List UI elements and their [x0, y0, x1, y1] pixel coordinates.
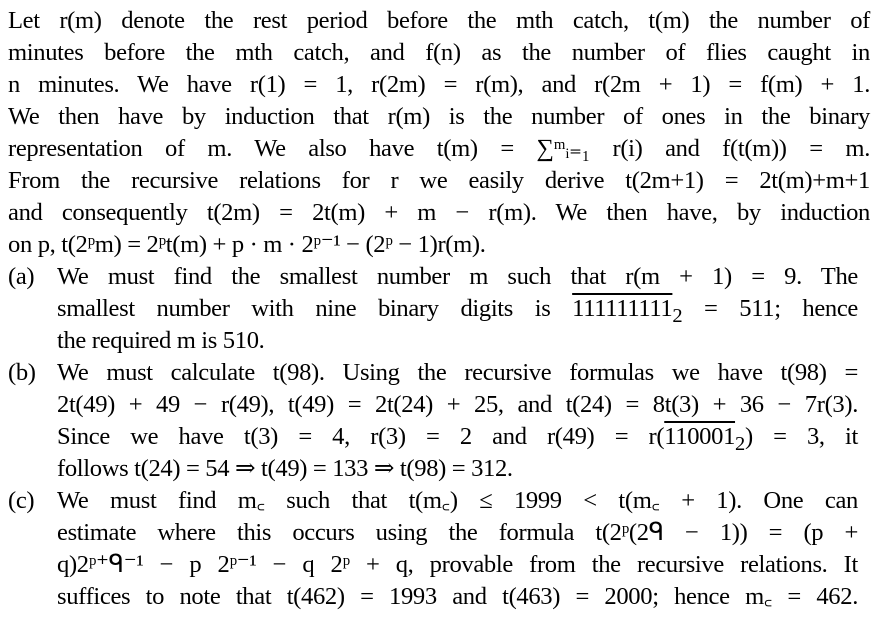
intro-line: representation of m. We also have t(m) = ∑ᵐᵢ₌₁ r(i) and f(t(m)) = m. — [8, 135, 870, 162]
binary-subscript: 2 — [735, 432, 745, 455]
binary-subscript: 2 — [672, 304, 683, 327]
part-c-line: estimate where this occurs using the formula t(2ᵖ(2ᑫ − 1)) = (p + — [57, 519, 858, 546]
part-c-line: q)2ᵖ⁺ᑫ⁻¹ − p 2ᵖ⁻¹ − q 2ᵖ + q, provable from the recursive relations. It — [57, 551, 858, 578]
part-c-line: We must find m꜀ such that t(m꜀) ≤ 1999 < t(m꜀ + 1). One can — [57, 487, 858, 514]
intro-line: Let r(m) denote the rest period before the mth catch, t(m) the number of — [8, 7, 870, 34]
intro-line: From the recursive relations for r we easily derive t(2m+1) = 2t(m)+m+1 — [8, 167, 870, 194]
text-span: smallest number with nine binary digits is — [57, 295, 573, 322]
part-a-line: We must find the smallest number m such that r(m + 1) = 9. The — [57, 263, 858, 290]
intro-line: and consequently t(2m) = 2t(m) + m − r(m). We then have, by induction — [8, 199, 870, 226]
part-c-line: suffices to note that t(462) = 1993 and t(463) = 2000; hence m꜀ = 462. — [57, 583, 858, 610]
text-span: ) = 3, it — [744, 423, 859, 450]
binary-number: 110001 — [664, 423, 736, 450]
part-b-line: 2t(49) + 49 − r(49), t(49) = 2t(24) + 25, and t(24) = 8t(3) + 36 − 7r(3). — [57, 391, 858, 418]
part-b-line: follows t(24) = 54 ⇒ t(49) = 133 ⇒ t(98) = 312. — [57, 455, 513, 482]
intro-line: We then have by induction that r(m) is the number of ones in the binary — [8, 103, 870, 130]
text-span: Since we have t(3) = 4, r(3) = 2 and r(49) = r( — [57, 423, 665, 450]
part-b-label: (b) — [8, 359, 36, 386]
intro-line: on p, t(2ᵖm) = 2ᵖt(m) + p · m · 2ᵖ⁻¹ − (2ᵖ − 1)r(m). — [8, 231, 486, 258]
text-span: = 511; hence — [682, 295, 858, 322]
intro-line: n minutes. We have r(1) = 1, r(2m) = r(m), and r(2m + 1) = f(m) + 1. — [8, 71, 870, 98]
binary-number: 111111111 — [572, 295, 673, 322]
part-b-line: We must calculate t(98). Using the recursive formulas we have t(98) = — [57, 359, 858, 386]
intro-line: minutes before the mth catch, and f(n) as the number of flies caught in — [8, 39, 870, 66]
part-a-label: (a) — [8, 263, 35, 290]
part-c-label: (c) — [8, 487, 35, 514]
part-a-line: the required m is 510. — [57, 327, 265, 354]
